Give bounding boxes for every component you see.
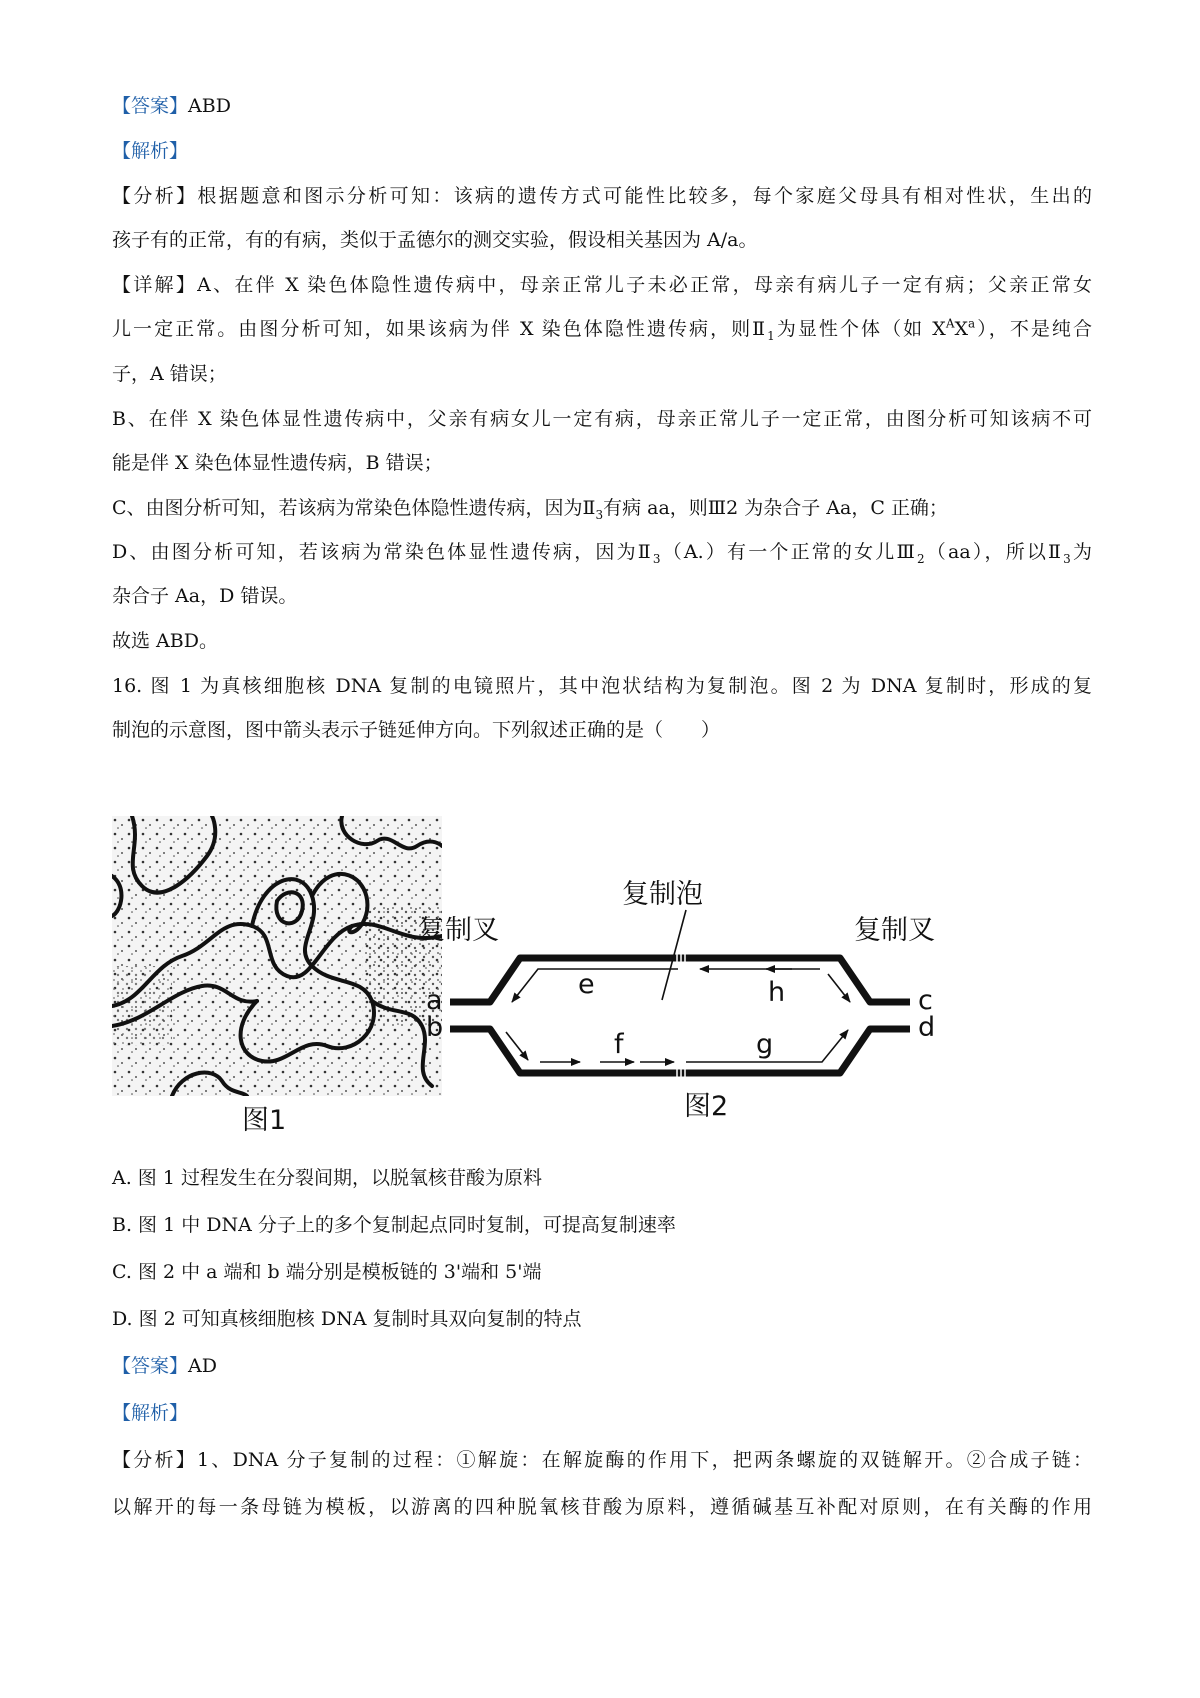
fenxi-16-line1: 【分析】1、DNA 分子复制的过程：①解旋：在解旋酶的作用下，把两条螺旋的双链解开。②合成子链：: [112, 1449, 1092, 1471]
figure-2-caption: 图2: [684, 1091, 729, 1122]
xiangjie-line3: 子，A 错误；: [112, 363, 227, 385]
fenxi-line1: 【分析】根据题意和图示分析可知：该病的遗传方式可能性比较多，每个家庭父母具有相对性状，生出的: [112, 185, 1092, 207]
xiangjie-line1: 【详解】A、在伴 X 染色体隐性遗传病中，母亲正常儿子未必正常，母亲有病儿子一定有病；父亲正常女: [112, 274, 1092, 296]
question-16-line1: 16. 图 1 为真核细胞核 DNA 复制的电镜照片，其中泡状结构为复制泡。图 2 为 DNA 复制时，形成的复: [112, 675, 1092, 697]
end-b: b: [426, 1012, 444, 1043]
segment-f: f: [614, 1029, 624, 1060]
answer-16-tag: 【答案】: [112, 1355, 189, 1377]
option-b: B. 图 1 中 DNA 分子上的多个复制起点同时复制，可提高复制速率: [112, 1214, 676, 1236]
fenxi-16-tag: 【分析】: [112, 1449, 198, 1471]
answer-tag: 【答案】: [112, 95, 189, 117]
daughter-strand-e: [512, 969, 678, 1002]
option-a: A. 图 1 过程发生在分裂间期，以脱氧核苷酸为原料: [112, 1167, 542, 1189]
xiangjie-line2: 儿一定正常。由图分析可知，如果该病为伴 X 染色体隐性遗传病，则$Ⅱ_1$为显性个体（如 $X^AX^a$），不是纯合: [112, 316, 1092, 343]
question-16-line2: 制泡的示意图，图中箭头表示子链延伸方向。下列叙述正确的是（ ）: [112, 719, 721, 741]
answer-prev: [112, 92, 231, 120]
end-d: d: [918, 1012, 936, 1043]
end-a: a: [426, 985, 443, 1016]
micrograph-image: [112, 816, 442, 1096]
option-d: D. 图 2 可知真核细胞核 DNA 复制时具双向复制的特点: [112, 1308, 582, 1330]
figure-2: [418, 879, 960, 1122]
answer-16-value: AD: [188, 1355, 217, 1377]
end-c: c: [918, 985, 933, 1016]
xiangjie-tag: 【详解】: [112, 274, 198, 296]
option-d-analysis-1: D、由图分析可知，若该病为常染色体显性遗传病，因为$Ⅱ_3(A.)$有一个正常的女儿$Ⅲ_2(aa)$，所以$Ⅱ_3$为: [112, 541, 1092, 566]
fork-left-label: 复制叉: [418, 915, 499, 946]
option-c-analysis: C、由图分析可知，若该病为常染色体隐性遗传病，因为$Ⅱ_3$有病 aa，则Ⅲ2 为杂合子 Aa，C 正确；: [112, 497, 948, 522]
strand-top: [450, 958, 910, 1002]
option-d-analysis-2: 杂合子 Aa，D 错误。: [112, 585, 298, 607]
analysis-16-tag: 【解析】: [112, 1402, 189, 1424]
segment-h: h: [768, 977, 786, 1008]
option-b-analysis-2: 能是伴 X 染色体显性遗传病，B 错误；: [112, 452, 443, 474]
analysis-tag: 【解析】: [112, 140, 189, 162]
figure-1: [112, 816, 442, 1136]
fenxi-line2: 孩子有的正常，有的有病，类似于孟德尔的测交实验，假设相关基因为 A/a。: [112, 229, 758, 251]
conclusion: 故选 ABD。: [112, 630, 218, 652]
fork-right-label: 复制叉: [854, 915, 935, 946]
bubble-label: 复制泡: [622, 879, 703, 910]
fenxi-16-line2: 以解开的每一条母链为模板，以游离的四种脱氧核苷酸为原料，遵循碱基互补配对原则，在有关酶的作用: [112, 1496, 1092, 1518]
strand-bottom: [450, 1029, 910, 1073]
option-c: C. 图 2 中 a 端和 b 端分别是模板链的 3'端和 5'端: [112, 1261, 542, 1283]
option-b-analysis-1: B、在伴 X 染色体显性遗传病中，父亲有病女儿一定有病，母亲正常儿子一定正常，由图分析可知该病不可: [112, 408, 1092, 430]
figure-1-caption: 图1: [242, 1105, 287, 1136]
parental-strands: [450, 958, 910, 1073]
segment-g: g: [756, 1029, 774, 1060]
answer-16: [112, 1352, 217, 1380]
fenxi-tag: 【分析】: [112, 185, 198, 207]
answer-value: ABD: [188, 95, 231, 117]
segment-e: e: [578, 969, 595, 1000]
